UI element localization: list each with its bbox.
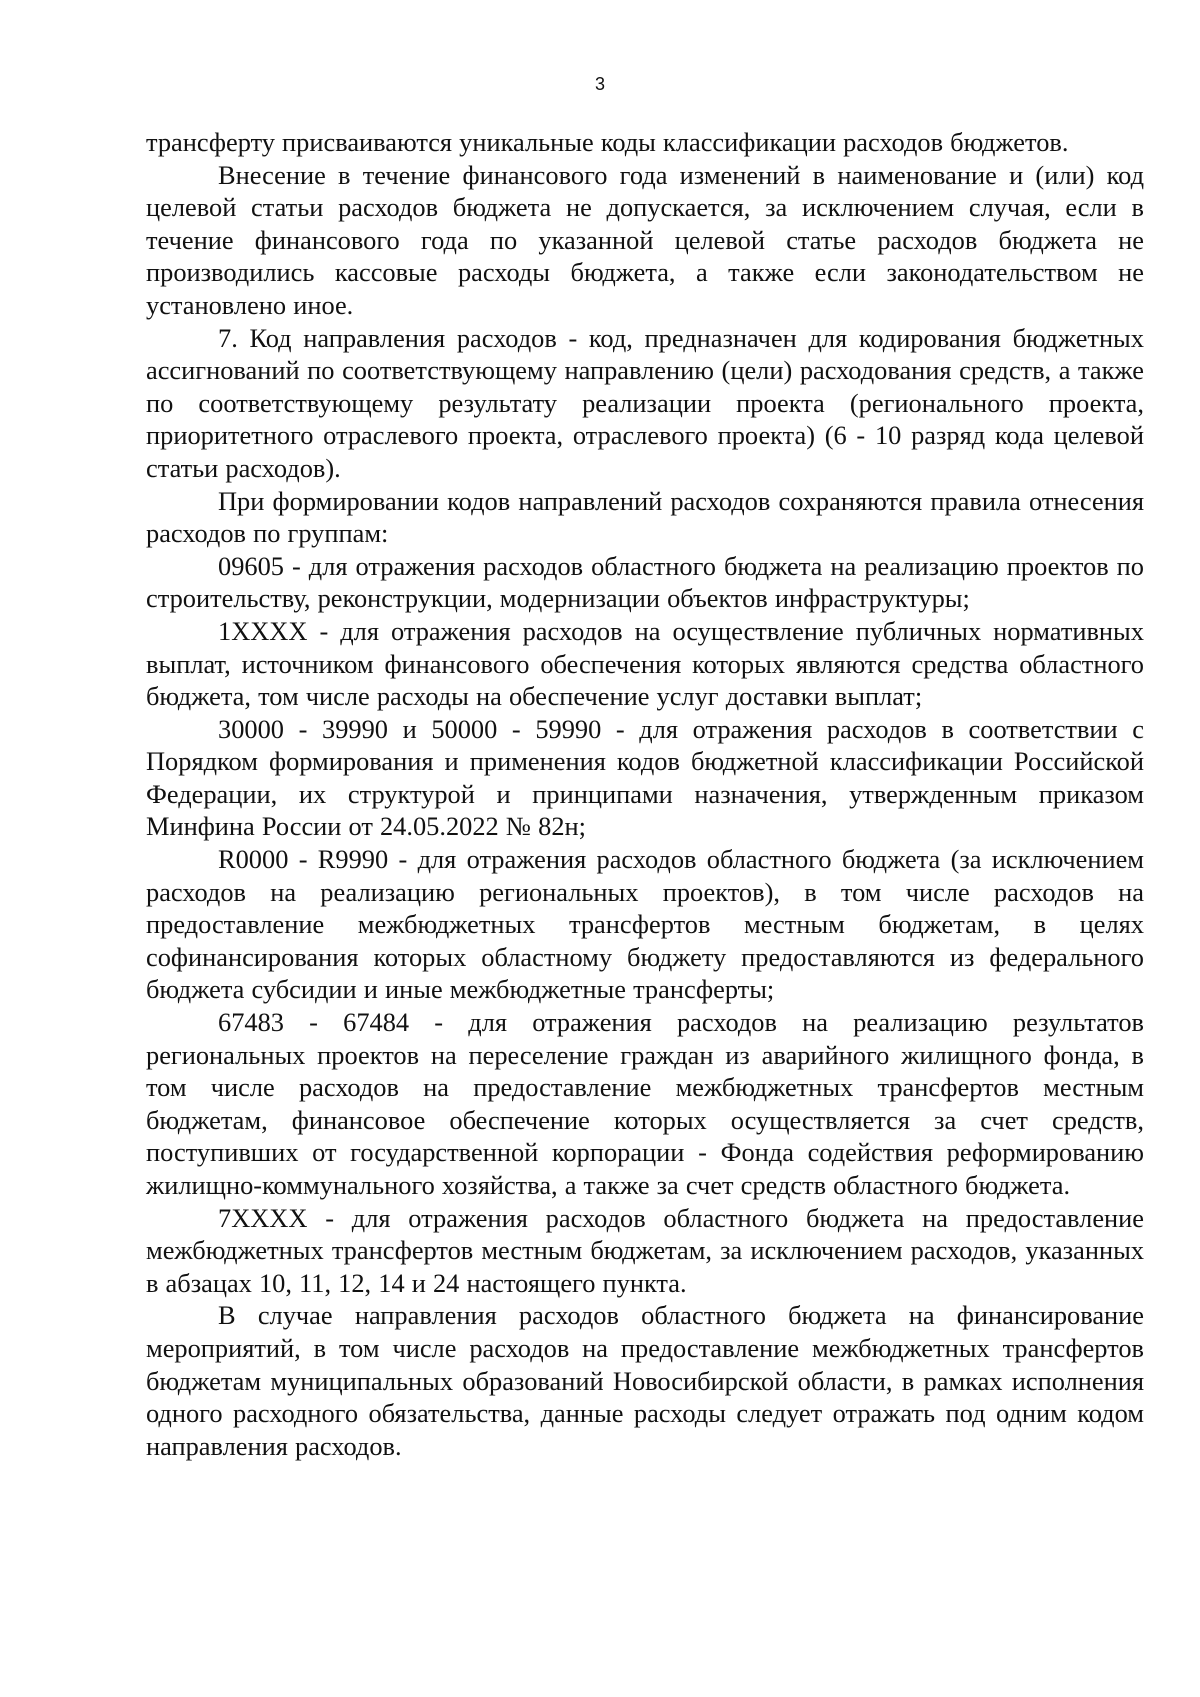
paragraph-target-article-changes: Внесение в течение финансового года изменений в наименование и (или) код целевой статьи расходов бюджета не допускается, за исключением случая, если в течение финансового года по указанной целевой статье расходов бюджета не производились кассовые расходы бюджета, а также если законодательством не установлено иное. [146, 159, 1144, 320]
page-number: 3 [594, 74, 605, 94]
paragraph-code-30000-59990: 30000 - 39990 и 50000 - 59990 - для отражения расходов в соответствии с Порядком формирования и применения кодов бюджетной классификации Российской Федерации, их структурой и принципами назначения, утвержденным приказом Минфина России от 24.05.2022 № 82н; [146, 713, 1144, 842]
paragraph-code-1xxxx: 1ХХХХ - для отражения расходов на осуществление публичных нормативных выплат, источником финансового обеспечения которых являются средства областного бюджета, том числе расходы на обеспечение услуг доставки выплат; [146, 615, 1144, 712]
paragraph-code-09605: 09605 - для отражения расходов областного бюджета на реализацию проектов по строительству, реконструкции, модернизации объектов инфраструктуры; [146, 550, 1144, 614]
paragraph-code-67483-67484: 67483 - 67484 - для отражения расходов на реализацию результатов региональных проектов на переселение граждан из аварийного жилищного фонда, в том числе расходов на предоставление межбюджетных трансфертов местным бюджетам, финансовое обеспечение которых осуществляется за счет средств, поступивших от государственной корпорации - Фонда содействия реформированию жилищно-коммунального хозяйства, а также за счет средств областного бюджета. [146, 1007, 1144, 1200]
document-body [146, 126, 1144, 1462]
paragraph-code-7xxxx: 7ХХХХ - для отражения расходов областного бюджета на предоставление межбюджетных трансфертов местным бюджетам, за исключением расходов, указанных в абзацах 10, 11, 12, 14 и 24 настоящего пункта. [146, 1202, 1144, 1298]
paragraph-item-7-direction-code: 7. Код направления расходов - код, предназначен для кодирования бюджетных ассигнований по соответствующему направлению (цели) расходования средств, а также по соответствующему результату реализации проекта (регионального проекта, приоритетного отраслевого проекта, отраслевого проекта) (6 - 10 разряд кода целевой статьи расходов). [146, 322, 1144, 483]
paragraph-code-r0000-r9990: R0000 - R9990 - для отражения расходов областного бюджета (за исключением расходов на реализацию региональных проектов), в том числе расходов на предоставление межбюджетных трансфертов местным бюджетам, в целях софинансирования которых областному бюджету предоставляются из федерального бюджета субсидии и иные межбюджетные трансферты; [146, 844, 1144, 1005]
paragraph-continuation: трансферту присваиваются уникальные коды классификации расходов бюджетов. [146, 127, 1069, 157]
paragraph-grouping-rules: При формировании кодов направлений расходов сохраняются правила отнесения расходов по группам: [146, 485, 1144, 549]
paragraph-single-direction-code: В случае направления расходов областного бюджета на финансирование мероприятий, в том числе расходов на предоставление межбюджетных трансфертов бюджетам муниципальных образований Новосибирской области, в рамках исполнения одного расходного обязательства, данные расходы следует отражать под одним кодом направления расходов. [146, 1300, 1144, 1461]
